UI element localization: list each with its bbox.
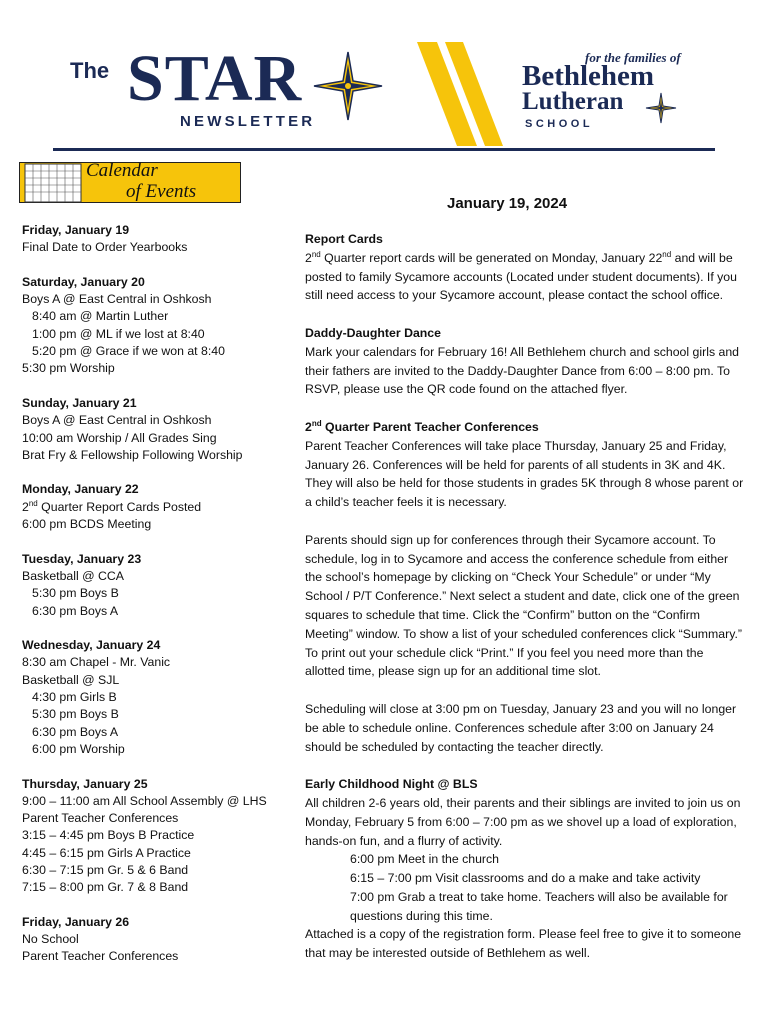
para-text: Quarter report cards will be generated on Monday, January 22 xyxy=(320,250,663,265)
event-line: 4:45 – 6:15 pm Girls A Practice xyxy=(22,845,191,860)
paragraph: Parents should sign up for conferences through their Sycamore account. To schedule, log in to Sycamore and access the conference schedule from either the school’s homepage by clicking on “Check Your Schedule” or under “My School / P/T Conference.” Next select a student and date, click one of the green squares to schedule that time. Click the “Confirm” button on the “Confirm Meeting” window. To show a list of your scheduled conferences click “Summary.” To print out your schedule click “Print.” If you feel you need more than the allotted time, please sign up for an additional time slot. xyxy=(305,532,742,679)
event-line: Basketball @ SJL xyxy=(22,672,120,687)
banner-events-text: of Events xyxy=(126,181,197,202)
event-text: Quarter Report Cards Posted xyxy=(37,499,202,514)
for-the-families-of: for the families of xyxy=(585,50,681,65)
para-text: and will be posted to family Sycamore accounts (Located under student documents). If you still need access to your Sycamore account, please contact the school office. xyxy=(305,250,737,303)
section-heading: Daddy-Daughter Dance xyxy=(305,325,441,340)
calendar-list xyxy=(22,222,287,983)
section-heading: Report Cards xyxy=(305,232,383,246)
event-line: No School xyxy=(22,932,79,947)
section-heading: Early Childhood Night @ BLS xyxy=(305,777,478,792)
masthead-the: The xyxy=(70,58,110,83)
event-line: 8:30 am Chapel - Mr. Vanic xyxy=(22,655,171,670)
para-text: 2 xyxy=(305,250,312,265)
gold-stripes-graphic xyxy=(415,40,505,148)
school-name-lutheran: Lutheran xyxy=(522,88,624,115)
event-line: 5:30 pm Boys B xyxy=(32,586,119,601)
day-heading: Sunday, January 21 xyxy=(22,395,137,410)
calendar-day xyxy=(22,395,287,464)
paragraph: All children 2-6 years old, their parents and their siblings are invited to join us on Monday, February 5 from 6:00 – 7:00 pm as we shovel up a load of exploration, hands-on fun, and a flurry of activity. xyxy=(305,795,741,848)
event-line: 1:00 pm @ ML if we lost at 8:40 xyxy=(32,326,205,341)
event-line: 6:00 pm Worship xyxy=(32,741,125,756)
event-line: 5:30 pm Boys B xyxy=(32,707,119,722)
calendar-day xyxy=(22,222,287,257)
school-label: SCHOOL xyxy=(525,118,594,130)
section-heading xyxy=(305,418,745,437)
calendar-day xyxy=(22,481,287,533)
ordinal-suffix: nd xyxy=(28,498,38,508)
masthead-newsletter: NEWSLETTER xyxy=(180,113,316,130)
schedule-item: 6:15 – 7:00 pm Visit classrooms and do a make and take activity xyxy=(350,871,701,886)
event-line: Boys A @ East Central in Oshkosh xyxy=(22,292,212,307)
ordinal-suffix: nd xyxy=(311,249,321,259)
event-line: 7:15 – 8:00 pm Gr. 7 & 8 Band xyxy=(22,880,189,895)
event-line: 10:00 am Worship / All Grades Sing xyxy=(22,430,217,445)
calendar-icon xyxy=(22,161,84,205)
banner-calendar-text: Calendar xyxy=(86,160,158,181)
day-heading: Saturday, January 20 xyxy=(22,274,145,289)
event-line: 6:30 pm Boys A xyxy=(32,603,119,618)
ordinal-suffix: nd xyxy=(662,249,672,259)
event-line: 4:30 pm Girls B xyxy=(32,690,117,705)
schedule-item: 7:00 pm Grab a treat to take home. Teachers will also be available for questions during this time. xyxy=(350,889,728,923)
event-line: Final Date to Order Yearbooks xyxy=(22,240,188,255)
event-line xyxy=(22,499,287,516)
event-line: Parent Teacher Conferences xyxy=(22,811,179,826)
event-line: 5:30 pm Worship xyxy=(22,361,115,376)
day-heading: Friday, January 26 xyxy=(22,914,130,929)
heading-text: Quarter Parent Teacher Conferences xyxy=(321,419,539,434)
day-heading: Tuesday, January 23 xyxy=(22,551,142,566)
day-heading: Monday, January 22 xyxy=(22,482,139,497)
paragraph: Parent Teacher Conferences will take place Thursday, January 25 and Friday, January 26. Conferences will be held for parents of all students in 3K and 4K. They will also be held for those students in grades 5K through 8 whose parent or a child’s teacher feels it is necessary. xyxy=(305,438,744,510)
event-line: 5:20 pm @ Grace if we won at 8:40 xyxy=(32,344,225,359)
calendar-day xyxy=(22,274,287,378)
paragraph: Attached is a copy of the registration form. Please feel free to give it to someone that may be interested outside of Bethlehem as well. xyxy=(305,927,742,961)
ordinal-suffix: nd xyxy=(311,418,322,428)
day-heading: Thursday, January 25 xyxy=(22,776,148,791)
compass-star-icon xyxy=(312,50,384,122)
newsletter-date: January 19, 2024 xyxy=(447,195,568,212)
event-line: Parent Teacher Conferences xyxy=(22,949,179,964)
schedule-item: 6:00 pm Meet in the church xyxy=(350,852,500,867)
small-star-icon xyxy=(645,92,677,124)
day-heading: Friday, January 19 xyxy=(22,223,130,237)
calendar-day xyxy=(22,637,287,758)
event-text: 2 xyxy=(22,499,29,514)
header-divider xyxy=(53,148,715,151)
event-line: 9:00 – 11:00 am All School Assembly @ LHS xyxy=(22,793,267,808)
paragraph: Mark your calendars for February 16! All Bethlehem church and school girls and their fathers are invited to the Daddy-Daughter Dance from 6:00 – 8:00 pm. To RSVP, please use the QR code found on the attached flyer. xyxy=(305,344,740,397)
masthead-star: STAR xyxy=(127,42,303,115)
school-name-bethlehem: Bethlehem xyxy=(522,60,655,92)
event-line: 8:40 am @ Martin Luther xyxy=(32,309,169,324)
articles xyxy=(305,230,745,963)
heading-text: 2 xyxy=(305,419,312,434)
event-line: 6:00 pm BCDS Meeting xyxy=(22,517,152,532)
calendar-day xyxy=(22,551,287,620)
event-line: Basketball @ CCA xyxy=(22,568,125,583)
paragraph: Scheduling will close at 3:00 pm on Tuesday, January 23 and you will no longer be able to schedule online. Conferences schedule after 3:00 on January 24 should be scheduled by contacting the teacher directly. xyxy=(305,701,737,754)
day-heading: Wednesday, January 24 xyxy=(22,638,161,653)
event-line: 6:30 – 7:15 pm Gr. 5 & 6 Band xyxy=(22,862,189,877)
event-line: 6:30 pm Boys A xyxy=(32,724,119,739)
event-line: 3:15 – 4:45 pm Boys B Practice xyxy=(22,828,195,843)
paragraph xyxy=(305,249,745,305)
event-line: Boys A @ East Central in Oshkosh xyxy=(22,413,212,428)
calendar-day xyxy=(22,776,287,897)
calendar-day xyxy=(22,914,287,966)
event-line: Brat Fry & Fellowship Following Worship xyxy=(22,447,243,462)
